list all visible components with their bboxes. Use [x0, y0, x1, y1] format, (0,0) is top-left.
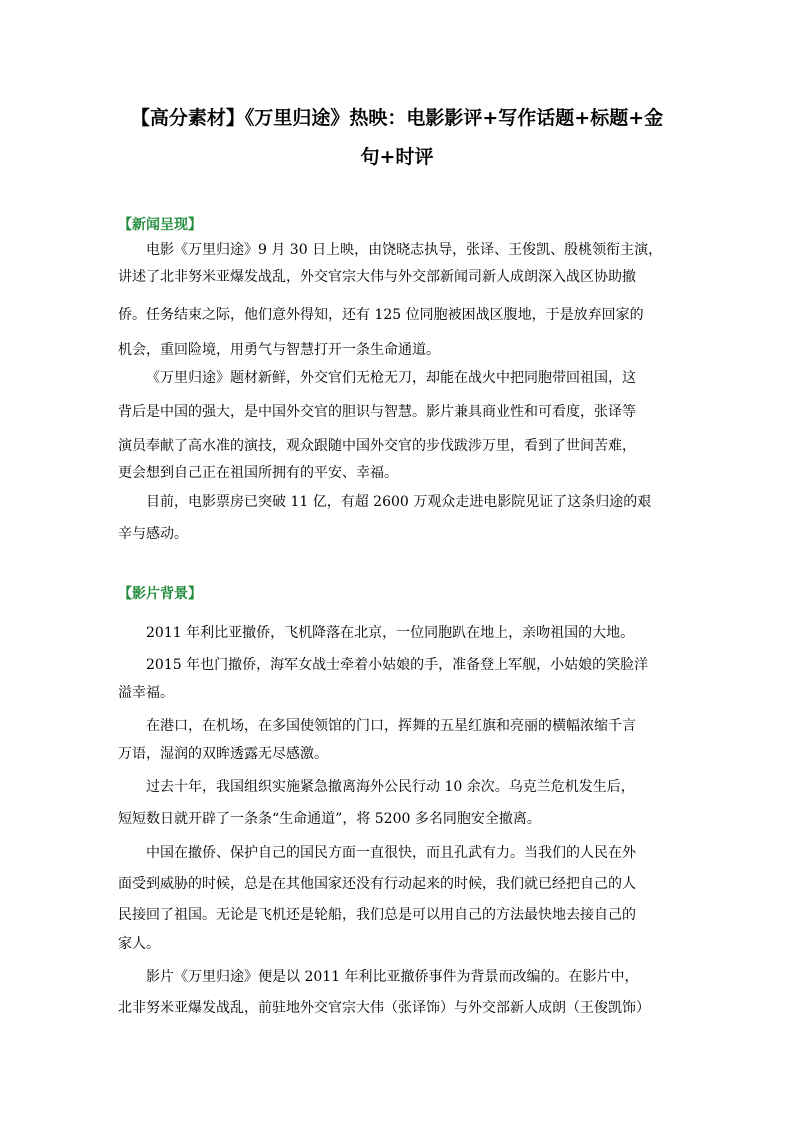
- paragraph-line: 万语，湿润的双眸透露无尽感激。: [118, 746, 328, 762]
- paragraph-line: 目前，电影票房已突破 11 亿，有超 2600 万观众走进电影院见证了这条归途的艰: [146, 494, 652, 510]
- paragraph-line: 面受到威胁的时候，总是在其他国家还没有行动起来的时候，我们就已经把自己的人: [118, 876, 636, 892]
- paragraph-line: 电影《万里归途》9 月 30 日上映，由饶晓志执导，张译、王俊凯、殷桃领衔主演，: [146, 242, 663, 258]
- section-heading-news: 【新闻呈现】: [118, 217, 202, 233]
- paragraph-line: 背后是中国的强大，是中国外交官的胆识与智慧。影片兼具商业性和可看度，张译等: [118, 404, 636, 420]
- paragraph-line: 辛与感动。: [118, 526, 188, 542]
- paragraph-line: 中国在撤侨、保护自己的国民方面一直很快，而且孔武有力。当我们的人民在外: [146, 845, 636, 861]
- paragraph-line: 民接回了祖国。无论是飞机还是轮船，我们总是可以用自己的方法最快地去接自己的: [118, 907, 636, 923]
- paragraph-line: 家人。: [118, 936, 160, 952]
- document-title-line-1: 【高分素材】《万里归途》热映：电影影评+写作话题+标题+金: [130, 107, 664, 129]
- paragraph-line: 短短数日就开辟了一条条“生命通道”，将 5200 多名同胞安全撤离。: [118, 811, 541, 827]
- paragraph-line: 北非努米亚爆发战乱，前驻地外交官宗大伟（张译饰）与外交部新人成朗（王俊凯饰）: [118, 1000, 650, 1016]
- paragraph-line: 演员奉献了高水准的演技，观众跟随中国外交官的步伐跋涉万里，看到了世间苦难，: [118, 438, 636, 454]
- paragraph-line: 《万里归途》题材新鲜，外交官们无枪无刀，却能在战火中把同胞带回祖国，这: [146, 370, 636, 386]
- paragraph-line: 溢幸福。: [118, 685, 174, 701]
- paragraph-line: 侨。任务结束之际，他们意外得知，还有 125 位同胞被困战区腹地，于是放弃回家的: [118, 307, 644, 323]
- document-title-line-2: 句+时评: [360, 146, 434, 168]
- paragraph-line: 讲述了北非努米亚爆发战乱，外交官宗大伟与外交部新闻司新人成朗深入战区协助撤: [118, 269, 636, 285]
- paragraph-line: 2015 年也门撤侨，海军女战士牵着小姑娘的手，准备登上军舰，小姑娘的笑脸洋: [146, 657, 649, 673]
- paragraph-line: 过去十年，我国组织实施紧急撤离海外公民行动 10 余次。乌克兰危机发生后，: [146, 779, 635, 795]
- paragraph-line: 在港口，在机场，在多国使领馆的门口，挥舞的五星红旗和亮丽的横幅浓缩千言: [146, 718, 636, 734]
- paragraph-line: 机会，重回险境，用勇气与智慧打开一条生命通道。: [118, 342, 440, 358]
- paragraph-line: 更会想到自己正在祖国所拥有的平安、幸福。: [118, 465, 398, 481]
- paragraph-line: 影片《万里归途》便是以 2011 年利比亚撤侨事件为背景而改编的。在影片中，: [146, 969, 639, 985]
- section-heading-background: 【影片背景】: [118, 586, 202, 602]
- paragraph-line: 2011 年利比亚撤侨，飞机降落在北京，一位同胞趴在地上，亲吻祖国的大地。: [146, 625, 635, 641]
